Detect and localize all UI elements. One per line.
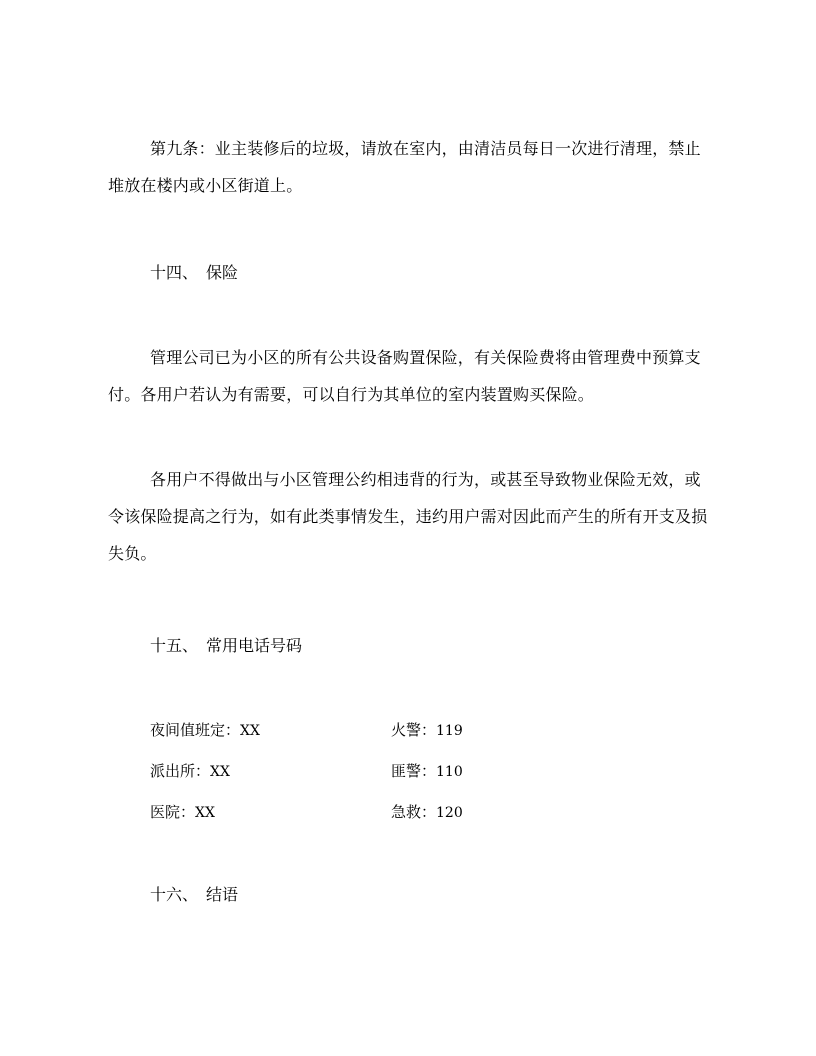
section-16-title: 结语	[206, 885, 239, 904]
phone-ambulance-value: 120	[436, 805, 463, 821]
phone-police-station-label: 派出所：	[150, 762, 211, 780]
insurance-paragraph-1: 管理公司已为小区的所有公共设备购置保险，有关保险费将由管理费中预算支付。各用户若认为有需要，可以自行为其单位的室内装置购买保险。	[108, 348, 701, 404]
phone-night-duty	[150, 720, 260, 741]
phone-hospital-label: 医院：	[150, 803, 196, 821]
section-14-heading	[150, 262, 238, 284]
phone-ambulance	[391, 802, 463, 823]
section-15-heading	[150, 635, 302, 657]
phone-fire	[391, 720, 463, 741]
phone-night-duty-label: 夜间值班定：	[150, 721, 241, 739]
article-9-paragraph: 第九条：业主装修后的垃圾，请放在室内，由清洁员每日一次进行清理，禁止堆放在楼内或小区街道上。	[108, 139, 701, 195]
insurance-paragraph-2: 各用户不得做出与小区管理公约相违背的行为，或甚至导致物业保险无效，或令该保险提高之行为，如有此类事情发生，违约用户需对因此而产生的所有开支及损失负。	[108, 470, 708, 563]
phone-hospital	[150, 802, 215, 823]
phone-ambulance-label: 急救：	[391, 803, 437, 821]
phone-police-station-value: XX	[210, 764, 230, 780]
phone-police-station	[150, 761, 230, 782]
phone-night-duty-value: XX	[240, 723, 260, 739]
section-15-number: 十五、	[150, 636, 199, 655]
section-15-title: 常用电话号码	[206, 636, 303, 655]
section-16-number: 十六、	[150, 885, 199, 904]
phone-fire-value: 119	[436, 723, 463, 739]
phone-hospital-value: XX	[195, 805, 215, 821]
section-16-heading	[150, 884, 238, 906]
phone-fire-label: 火警：	[391, 721, 437, 739]
section-14-title: 保险	[206, 263, 239, 282]
phone-police-value: 110	[436, 764, 463, 780]
phone-police-label: 匪警：	[391, 762, 437, 780]
section-14-number: 十四、	[150, 263, 199, 282]
phone-police	[391, 761, 463, 782]
